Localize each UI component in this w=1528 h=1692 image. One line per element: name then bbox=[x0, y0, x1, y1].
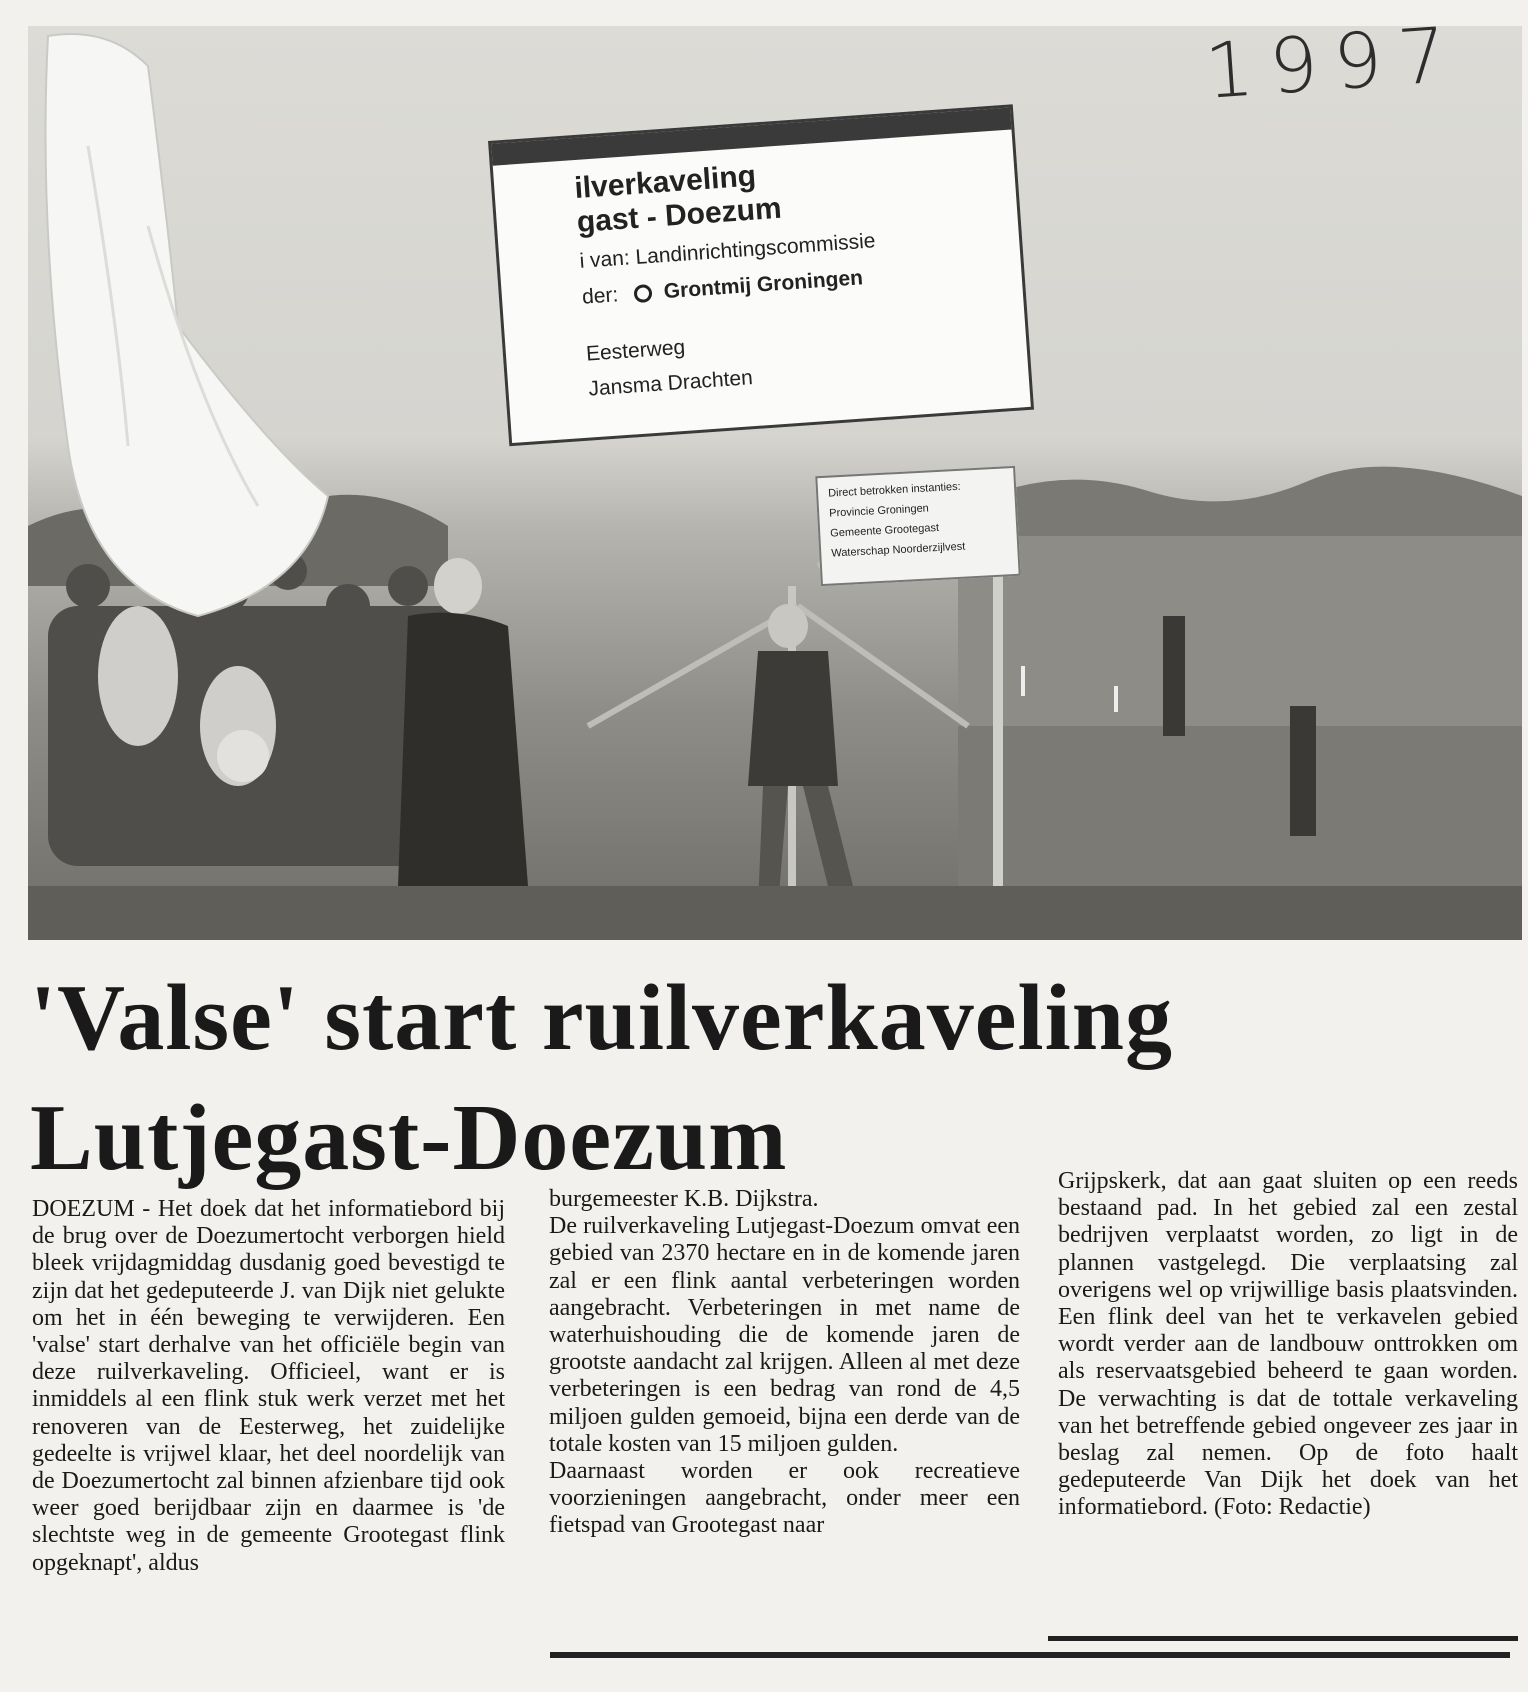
sign-contractor: Jansma Drachten bbox=[587, 366, 754, 401]
sign-title-line2: gast - Doezum bbox=[575, 191, 783, 239]
article-photo bbox=[28, 26, 1522, 940]
sign-title bbox=[573, 158, 782, 240]
sign-designer-name: Grontmij Groningen bbox=[663, 266, 864, 304]
agency-item: Waterschap Noorderzijlvest bbox=[831, 540, 966, 560]
article-column-3: Grijpskerk, dat aan gaat sluiten op een reeds bestaand pad. In het gebied zal een zestal bedrijven verplaatst worden, zo ligt in de plannen vastgelegd. Die verplaatsing zal overigens wel op vrijwillige basis plaatsvinden. Een flink deel van het te verkavelen gebied wordt verder aan de landbouw onttrokken om als reservaatsgebied beheerd te gaan worden. De verwachting is dat de tottale verkaveling van het betreffende gebied ongeveer zes jaar in beslag zal nemen. Op de foto haalt gedeputeerde Van Dijk het doek van het informatiebord. (Foto: Redactie) bbox=[1058, 1168, 1518, 1521]
grontmij-logo-icon bbox=[633, 284, 652, 303]
agency-item: Provincie Groningen bbox=[828, 502, 930, 520]
agency-item: Gemeente Grootegast bbox=[829, 521, 940, 540]
involved-agencies-sign bbox=[815, 466, 1020, 586]
article-column-2 bbox=[549, 1186, 1020, 1540]
article-column-1: DOEZUM - Het doek dat het informatiebord bij de brug over de Doezumertocht verborgen hield bleek vrijdagmiddag dusdanig goed bevestigd te zijn dat het gedeputeerde J. van Dijk niet gelukte om het in één beweging te verwijderen. Een 'valse' start derhalve van het officiële begin van deze ruilverkaveling. Officieel, want er is inmiddels al een flink stuk werk verzet met het renoveren van de Eesterweg, het zuidelijke gedeelte is vrijwel klaar, het deel noordelijk van de Doezumertocht zal binnen afzienbare tijd ook weer goed berijdbaar zijn en daarmee is 'de slechtste weg in de gemeente Grootegast flink opgeknapt', aldus bbox=[32, 1196, 505, 1576]
headline bbox=[30, 958, 1510, 1198]
column-2-paragraph: Daarnaast worden er ook recreatieve voorzieningen aangebracht, onder meer een fietspad van Grootegast naar bbox=[549, 1458, 1020, 1539]
sign-designer bbox=[581, 266, 863, 310]
information-sign bbox=[488, 104, 1034, 446]
headline-line2: Lutjegast-Doezum bbox=[30, 1086, 788, 1190]
sign-title-line1: ilverkaveling bbox=[573, 159, 758, 206]
sign-commissioned-by: i van: Landinrichtingscommissie bbox=[578, 229, 877, 273]
agencies-heading: Direct betrokken instanties: bbox=[827, 480, 961, 500]
handwritten-year: 1997 bbox=[1202, 9, 1466, 116]
bottom-rule bbox=[550, 1652, 1510, 1658]
white-cloth bbox=[28, 26, 358, 626]
column-end-rule bbox=[1048, 1636, 1518, 1641]
column-2-paragraph: De ruilverkaveling Lutjegast-Doezum omvat een gebied van 2370 hectare en in de komende jaren zal er een flink aantal verbeteringen worden aangebracht. Verbeteringen in met name de waterhuishouding die de komende jaren de grootste aandacht zal krijgen. Alleen al met deze verbeteringen is een bedrag van rond de 4,5 miljoen gulden gemoeid, bijna een derde van de totale kosten van 15 miljoen gulden. bbox=[549, 1213, 1020, 1457]
column-2-paragraph: burgemeester K.B. Dijkstra. bbox=[549, 1186, 819, 1212]
headline-line1: 'Valse' start ruilverkaveling bbox=[30, 966, 1174, 1070]
sign-road: Eesterweg bbox=[585, 335, 686, 366]
sign-designer-prefix: der: bbox=[581, 283, 620, 309]
